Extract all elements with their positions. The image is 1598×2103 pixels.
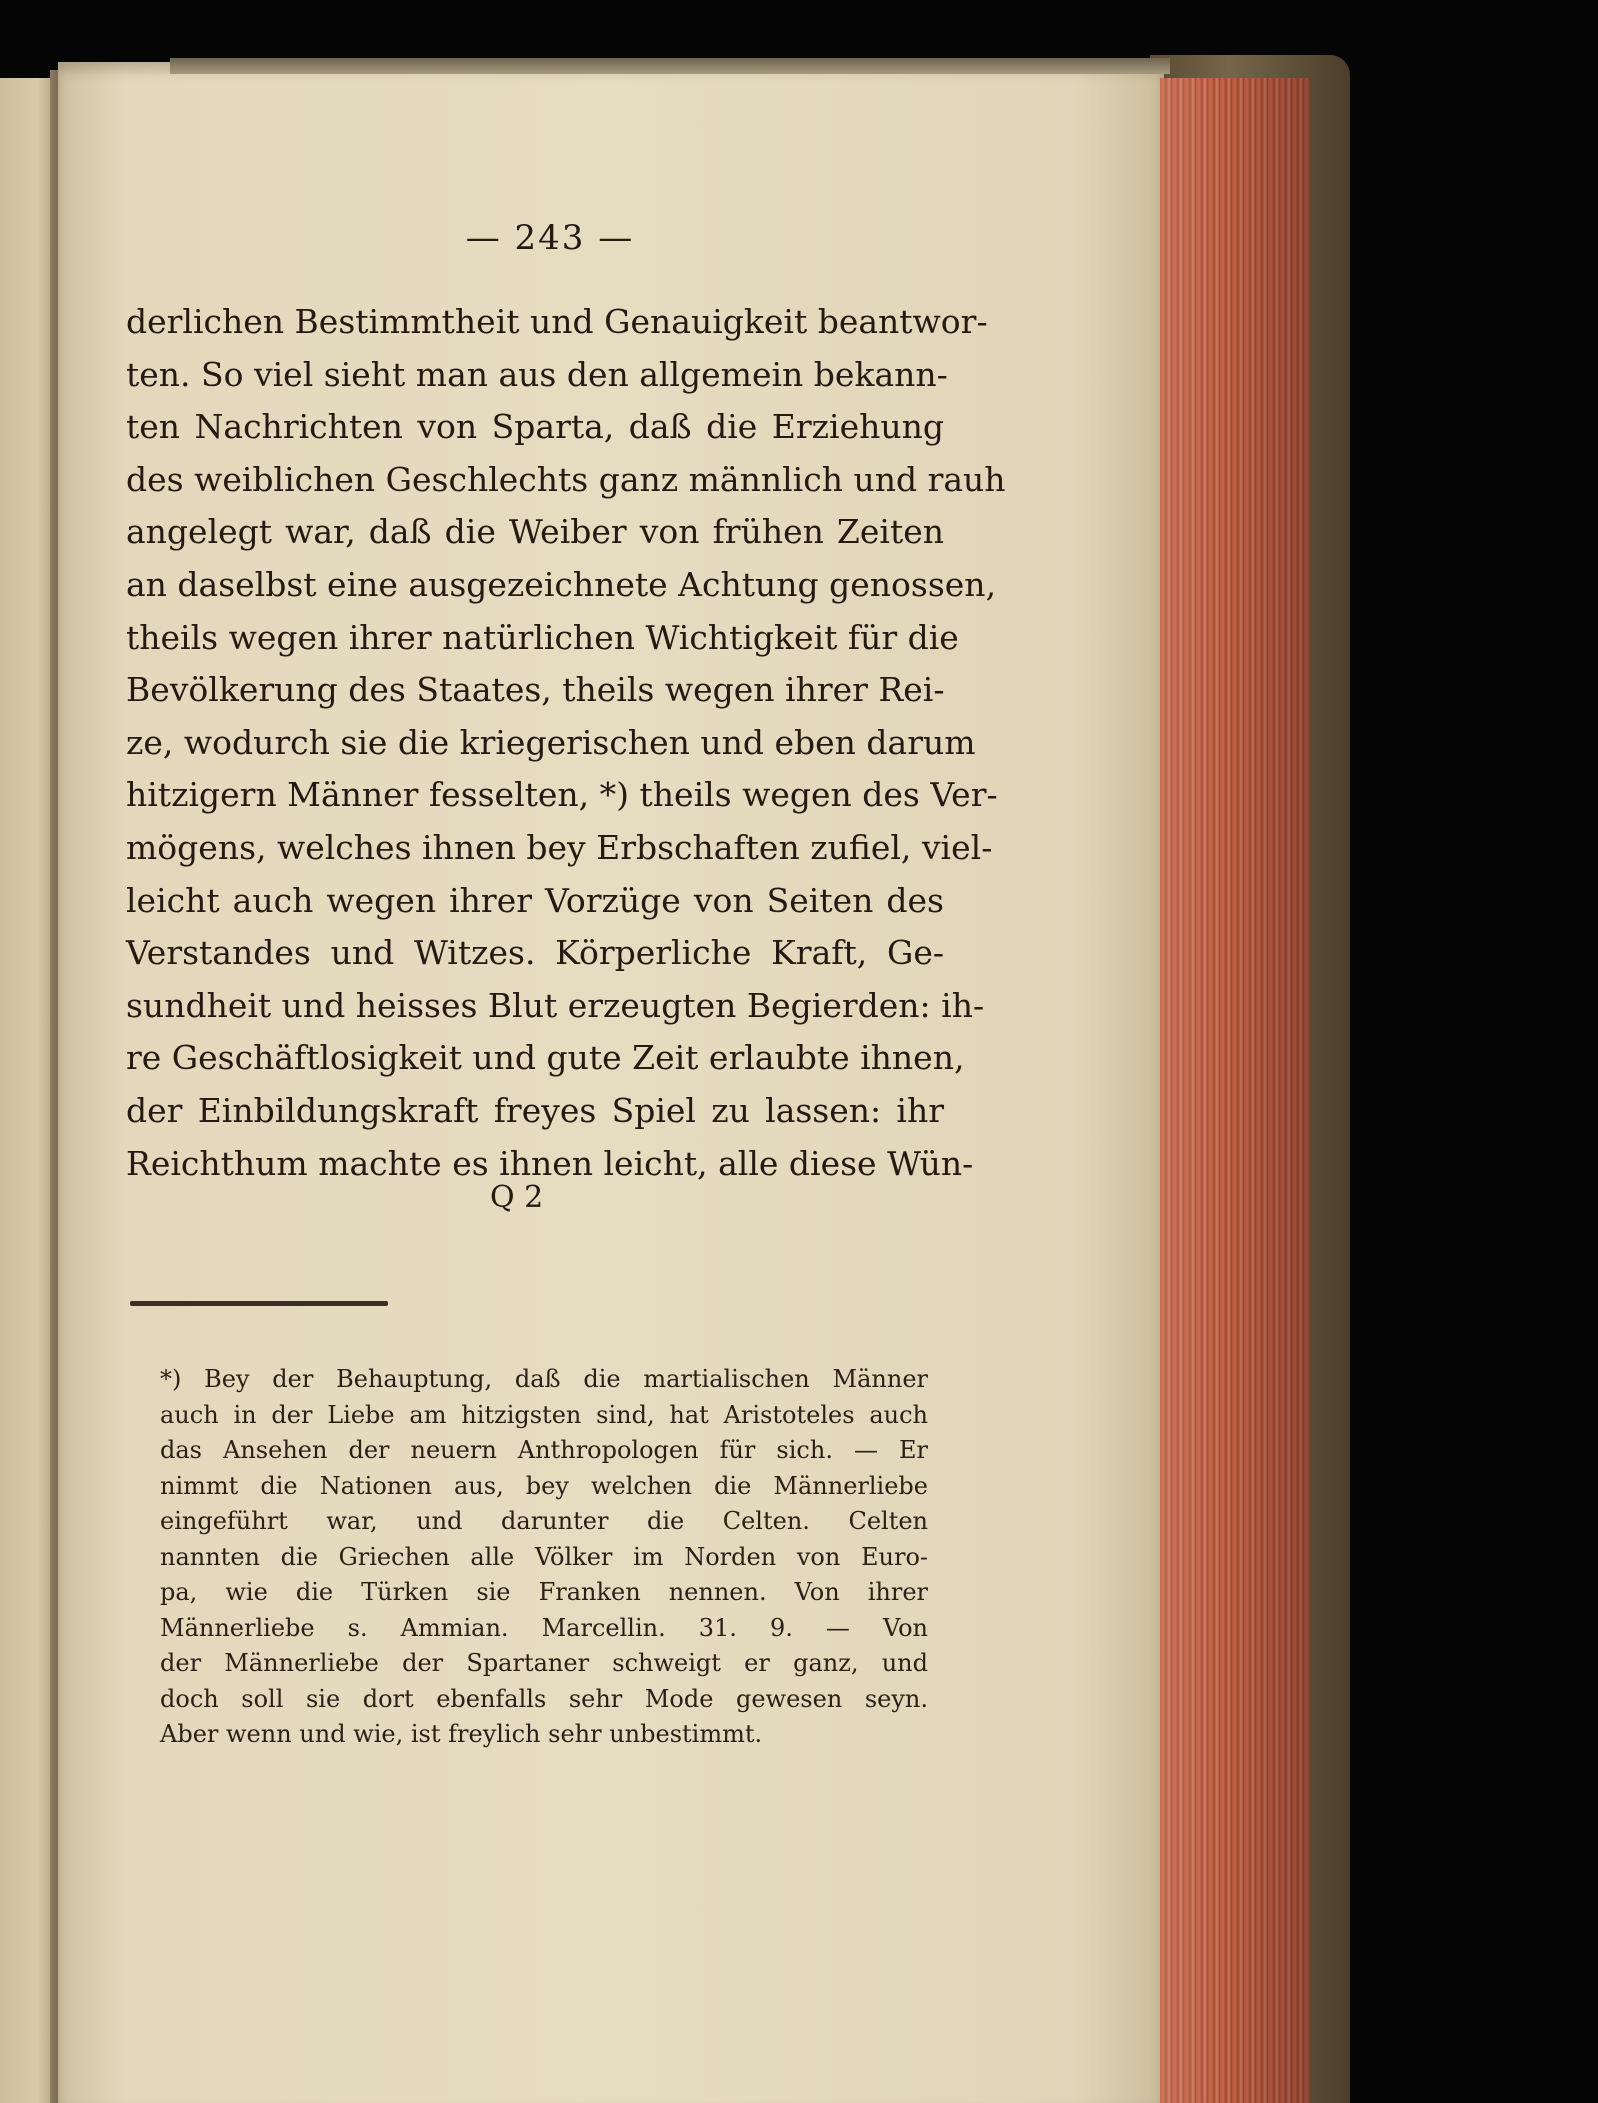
body-line: ten. So viel sieht man aus den allgemein bekann-	[126, 354, 948, 394]
body-line: mögens, welches ihnen bey Erbschaften zufiel, viel-	[126, 827, 993, 867]
page-edges-shading	[1160, 78, 1310, 2103]
footnote	[160, 1362, 928, 1753]
footnote-rule	[130, 1301, 388, 1306]
body-line: angelegt war, daß die Weiber von frühen Zeiten	[126, 512, 944, 552]
signature-mark: Q 2	[490, 1180, 544, 1215]
body-line: sundheit und heisses Blut erzeugten Begierden: ih-	[126, 985, 985, 1025]
footnote-line: nimmt die Nationen aus, bey welchen die Männerliebe	[160, 1471, 928, 1500]
footnote-line: der Männerliebe der Spartaner schweigt er ganz, und	[160, 1649, 928, 1677]
body-line: Verstandes und Witzes. Körperliche Kraft, Ge-	[126, 933, 944, 973]
footnote-line: doch soll sie dort ebenfalls sehr Mode gewesen seyn.	[160, 1684, 928, 1713]
footnote-line: nannten die Griechen alle Völker im Norden von Euro-	[160, 1542, 928, 1571]
page-number: — 243 —	[465, 218, 635, 258]
footnote-line: auch in der Liebe am hitzigsten sind, hat Aristoteles auch	[160, 1400, 928, 1429]
body-line: Bevölkerung des Staates, theils wegen ihrer Rei-	[126, 670, 945, 710]
footnote-line: *) Bey der Behauptung, daß die martialischen Männer	[160, 1365, 928, 1393]
page-top-edge	[170, 58, 1170, 74]
footnote-line: Männerliebe s. Ammian. Marcellin. 31. 9. — Von	[160, 1613, 928, 1642]
body-text	[126, 296, 1006, 1190]
body-line: ten Nachrichten von Sparta, daß die Erziehung	[126, 407, 944, 447]
body-line: Reichthum machte es ihnen leicht, alle diese Wün-	[126, 1143, 974, 1183]
body-line: des weiblichen Geschlechts ganz männlich und rauh	[126, 459, 1006, 499]
body-line: theils wegen ihrer natürlichen Wichtigkeit für die	[126, 617, 959, 657]
body-line: leicht auch wegen ihrer Vorzüge von Seiten des	[126, 880, 944, 920]
body-line: ze, wodurch sie die kriegerischen und eben darum	[126, 722, 976, 762]
body-line: re Geschäftlosigkeit und gute Zeit erlaubte ihnen,	[126, 1038, 965, 1078]
footnote-line: eingeführt war, und darunter die Celten. Celten	[160, 1507, 928, 1535]
footnote-line: Aber wenn und wie, ist freylich sehr unbestimmt.	[160, 1720, 763, 1748]
body-line: an daselbst eine ausgezeichnete Achtung genossen,	[126, 564, 997, 604]
body-line: derlichen Bestimmtheit und Genauigkeit beantwor-	[126, 302, 988, 341]
body-line: der Einbildungskraft freyes Spiel zu lassen: ihr	[126, 1090, 944, 1130]
body-line: hitzigern Männer fesselten, *) theils wegen des Ver-	[126, 775, 998, 815]
footnote-line: pa, wie die Türken sie Franken nennen. Von ihrer	[160, 1578, 928, 1606]
footnote-line: das Ansehen der neuern Anthropologen für sich. — Er	[160, 1436, 928, 1464]
